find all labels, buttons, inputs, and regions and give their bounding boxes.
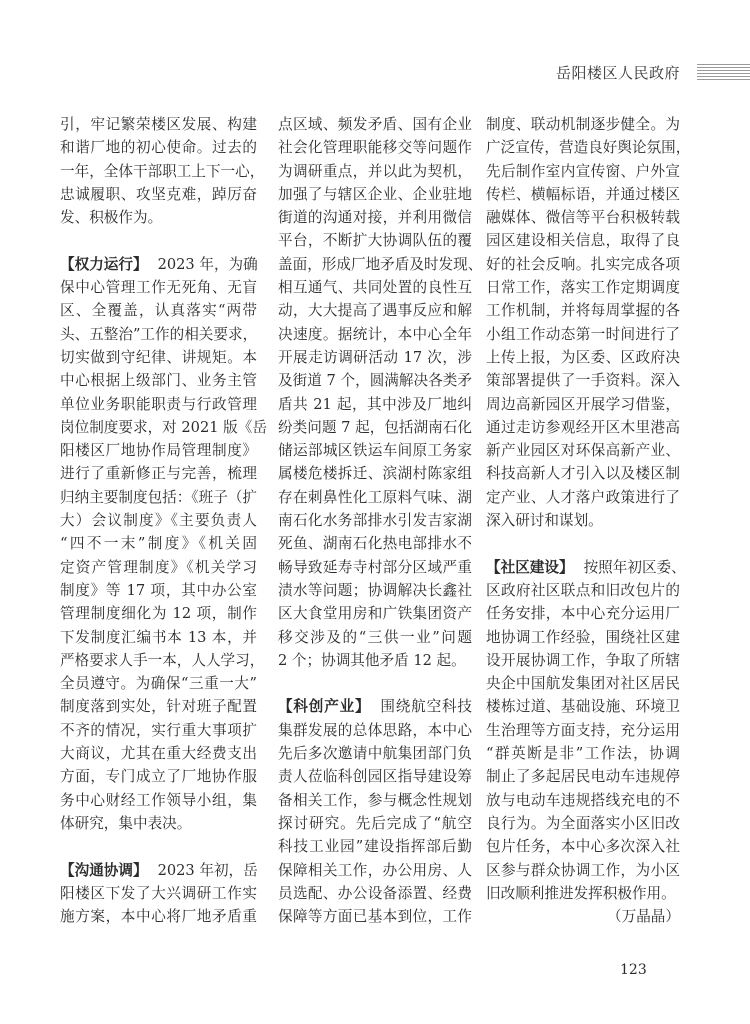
text-line bbox=[278, 509, 472, 532]
line-text: 点区域、频发矛盾、国有企业 bbox=[278, 116, 472, 133]
text-line bbox=[278, 742, 472, 765]
text-line bbox=[486, 789, 680, 812]
line-text: 和谐厂地的初心使命。过去的 bbox=[60, 139, 257, 157]
line-text: 楼栋过道、基础设施、环境卫 bbox=[486, 698, 680, 716]
text-line bbox=[486, 695, 680, 718]
text-line bbox=[60, 882, 257, 905]
line-text: 储运部城区铁运车间原工务家 bbox=[278, 442, 472, 460]
line-text: 纷类问题 7 起，包括湖南石化 bbox=[278, 418, 472, 436]
text-line bbox=[60, 136, 257, 159]
line-text: 按照年初区委、 bbox=[583, 558, 686, 576]
section-heading: 【权力运行】 bbox=[60, 255, 148, 273]
line-text: 盖面，形成厂地矛盾及时发现、 bbox=[278, 255, 483, 273]
line-text: 单位业务职能职责与行政管理 bbox=[60, 395, 257, 413]
section-heading: 【沟通协调】 bbox=[60, 861, 148, 879]
paragraph-gap bbox=[486, 532, 680, 555]
line-text: 决速度。据统计，本中心全年 bbox=[278, 325, 472, 343]
line-text: 归纳主要制度包括：《班子（扩 bbox=[60, 488, 258, 506]
section-heading: 【社区建设】 bbox=[486, 558, 574, 576]
text-line bbox=[278, 369, 472, 392]
line-text: 忠诚履职、攻坚克难，踔厉奋 bbox=[60, 185, 257, 203]
text-column-2 bbox=[278, 113, 483, 928]
text-line bbox=[60, 765, 257, 788]
text-line bbox=[278, 859, 472, 882]
line-text: 引，牢记繁荣楼区发展、构建 bbox=[60, 116, 257, 133]
text-line bbox=[278, 113, 472, 136]
text-line bbox=[278, 136, 472, 159]
line-text: 南石化水务部排水引发吉家湖 bbox=[278, 512, 472, 530]
text-line bbox=[486, 672, 680, 695]
paragraph-gap bbox=[278, 672, 472, 695]
line-text: 社会化管理职能移交等问题作 bbox=[278, 139, 472, 157]
text-line bbox=[278, 276, 472, 299]
text-line bbox=[278, 626, 472, 649]
line-text: 全员遵守。为确保“三重一大” bbox=[60, 675, 257, 693]
text-line bbox=[486, 556, 686, 579]
text-line bbox=[278, 602, 472, 625]
line-text: 阳楼区厂地协作局管理制度》 bbox=[60, 442, 257, 460]
text-line bbox=[486, 835, 680, 858]
line-text: 上传上报，为区委、区政府决 bbox=[486, 348, 680, 366]
text-line bbox=[278, 556, 472, 579]
line-text: 渍水等问题；协调解决长鑫社 bbox=[278, 581, 472, 599]
text-line bbox=[60, 509, 257, 532]
line-text: 施方案，本中心将厂地矛盾重 bbox=[60, 908, 257, 926]
line-text: 放与电动车违规搭线充电的不 bbox=[486, 791, 680, 809]
text-line bbox=[278, 835, 472, 858]
line-text: 区政府社区联点和旧改包片的 bbox=[486, 581, 680, 599]
line-text: 大）会议制度》《主要负责人 bbox=[60, 512, 257, 530]
line-text: 责人莅临科创园区指导建设筹 bbox=[278, 768, 472, 786]
line-text: 2023 年初，岳 bbox=[157, 861, 258, 879]
text-line bbox=[278, 532, 472, 555]
text-line bbox=[278, 393, 472, 416]
text-line bbox=[60, 486, 257, 509]
text-line bbox=[486, 416, 680, 439]
line-text: 制度》等 17 项，其中办公室 bbox=[60, 581, 257, 599]
text-line bbox=[486, 113, 680, 136]
line-text: 制度、联动机制逐步健全。为 bbox=[486, 116, 680, 133]
line-text: 通过走访参观经开区木里港高 bbox=[486, 418, 680, 436]
line-text: 一年，全体干部职工上下一心， bbox=[60, 162, 265, 180]
text-line bbox=[278, 695, 472, 718]
text-line bbox=[60, 672, 257, 695]
line-text: 2 个；协调其他矛盾 12 起。 bbox=[278, 651, 466, 669]
text-line bbox=[486, 486, 680, 509]
line-text: 集群发展的总体思路，本中心 bbox=[278, 721, 472, 739]
text-line bbox=[486, 369, 680, 392]
text-line bbox=[486, 439, 680, 462]
line-text: 保障等方面已基本到位，工作 bbox=[278, 908, 472, 926]
line-text: 广泛宣传，营造良好舆论氛围， bbox=[486, 139, 691, 157]
line-text: 员选配、办公设备添置、经费 bbox=[278, 884, 472, 902]
text-line bbox=[486, 765, 680, 788]
line-text: 园区建设相关信息，取得了良 bbox=[486, 232, 680, 250]
line-text: 地协调工作经验，围绕社区建 bbox=[486, 628, 680, 646]
line-text: 区大食堂用房和广铁集团资产 bbox=[278, 605, 472, 623]
line-text: 进行了重新修正与完善，梳理 bbox=[60, 465, 257, 483]
line-text: 中心根据上级部门、业务主管 bbox=[60, 372, 257, 390]
line-text: 深入研讨和谋划。 bbox=[486, 512, 603, 530]
text-line bbox=[278, 579, 472, 602]
text-line bbox=[486, 229, 680, 252]
text-line bbox=[486, 160, 680, 183]
section-heading: 【科创产业】 bbox=[278, 698, 371, 716]
text-line bbox=[278, 905, 472, 928]
text-line bbox=[278, 346, 472, 369]
line-text: 好的社会反响。扎实完成各项 bbox=[486, 255, 680, 273]
line-text: 体研究，集中表决。 bbox=[60, 814, 192, 832]
line-text: 发、积极作为。 bbox=[60, 209, 163, 227]
text-line bbox=[486, 299, 680, 322]
text-line bbox=[486, 579, 680, 602]
text-line bbox=[60, 183, 257, 206]
text-column-3 bbox=[486, 113, 691, 928]
line-text: 科技高新人才引入以及楼区制 bbox=[486, 465, 680, 483]
text-line bbox=[486, 509, 680, 532]
text-line bbox=[60, 160, 265, 183]
line-text: 策部署提供了一手资料。深入 bbox=[486, 372, 680, 390]
text-line bbox=[60, 439, 257, 462]
text-line bbox=[278, 229, 472, 252]
line-text: 切实做到守纪律、讲规矩。本 bbox=[60, 348, 257, 366]
line-text: 先后制作室内宣传窗、户外宣 bbox=[486, 162, 680, 180]
line-text: 小组工作动态第一时间进行了 bbox=[486, 325, 680, 343]
line-text: 旧改顺利推进发挥积极作用。 bbox=[486, 884, 676, 902]
line-text: 加强了与辖区企业、企业驻地 bbox=[278, 185, 472, 203]
line-text: 为调研重点，并以此为契机， bbox=[278, 162, 472, 180]
text-line bbox=[60, 393, 257, 416]
line-text: 央企中国航发集团对社区居民 bbox=[486, 675, 680, 693]
text-line bbox=[60, 346, 257, 369]
line-text: 设开展协调工作，争取了所辖 bbox=[486, 651, 680, 669]
line-text: 定产业、人才落户政策进行了 bbox=[486, 488, 680, 506]
line-text: 探讨研究。先后完成了“航空 bbox=[278, 814, 472, 832]
line-text: “四不一末”制度》《机关固 bbox=[60, 535, 257, 553]
line-text: 务中心财经工作领导小组，集 bbox=[60, 791, 257, 809]
text-line bbox=[60, 369, 257, 392]
text-line bbox=[278, 462, 472, 485]
line-text: 死鱼、湖南石化热电部排水不 bbox=[278, 535, 472, 553]
text-line bbox=[278, 416, 472, 439]
line-text: 围绕航空科技 bbox=[380, 698, 472, 716]
text-line bbox=[486, 276, 680, 299]
text-line bbox=[278, 299, 472, 322]
text-line bbox=[486, 136, 691, 159]
text-line bbox=[278, 486, 472, 509]
line-text: 岗位制度要求，对 2021 版《岳 bbox=[60, 418, 267, 436]
text-line bbox=[60, 905, 257, 928]
text-line bbox=[278, 439, 472, 462]
text-line bbox=[60, 649, 265, 672]
line-text: 属楼危楼拆迁、滨湖村陈家组 bbox=[278, 465, 472, 483]
text-line bbox=[486, 393, 680, 416]
header-decoration-lines bbox=[697, 64, 750, 82]
line-text: 管理制度细化为 12 项，制作 bbox=[60, 605, 257, 623]
line-text: 动，大大提高了遇事反应和解 bbox=[278, 302, 472, 320]
text-line bbox=[278, 719, 472, 742]
line-text: 不齐的情况，实行重大事项扩 bbox=[60, 721, 257, 739]
text-line bbox=[60, 299, 257, 322]
text-line bbox=[278, 649, 472, 672]
line-text: 新产业园区对环保高新产业、 bbox=[486, 442, 680, 460]
text-line bbox=[60, 276, 257, 299]
line-text: 日常工作，落实工作定期调度 bbox=[486, 279, 680, 297]
line-text: 周边高新园区开展学习借鉴， bbox=[486, 395, 680, 413]
line-text: 制止了多起居民电动车违规停 bbox=[486, 768, 680, 786]
paragraph-gap bbox=[60, 229, 257, 252]
text-line bbox=[486, 626, 680, 649]
text-line bbox=[60, 462, 257, 485]
line-text: “群英断是非”工作法，协调 bbox=[486, 745, 680, 763]
text-line bbox=[278, 183, 472, 206]
line-text: 移交涉及的“三供一业”问题 bbox=[278, 628, 472, 646]
text-line bbox=[486, 882, 680, 905]
text-line bbox=[60, 579, 257, 602]
line-text: 大商议，尤其在重大经费支出 bbox=[60, 745, 257, 763]
text-line bbox=[60, 719, 257, 742]
text-line bbox=[60, 323, 257, 346]
text-line bbox=[486, 602, 680, 625]
text-line bbox=[60, 789, 257, 812]
text-line bbox=[486, 253, 680, 276]
text-line bbox=[278, 206, 472, 229]
line-text: 保中心管理工作无死角、无盲 bbox=[60, 279, 257, 297]
page-number: 123 bbox=[620, 962, 647, 978]
line-text: 存在刺鼻性化工原料气味、湖 bbox=[278, 488, 472, 506]
line-text: 2023 年，为确 bbox=[157, 255, 258, 273]
running-header-title: 岳阳楼区人民政府 bbox=[556, 64, 681, 82]
line-text: 盾共 21 起，其中涉及厂地纠 bbox=[278, 395, 472, 413]
text-line bbox=[278, 765, 472, 788]
line-text: 制度落到实处，针对班子配置 bbox=[60, 698, 257, 716]
line-text: 包片任务，本中心多次深入社 bbox=[486, 838, 680, 856]
line-text: 保障相关工作，办公用房、人 bbox=[278, 861, 472, 879]
line-text: 区参与群众协调工作，为小区 bbox=[486, 861, 680, 879]
text-line bbox=[278, 882, 472, 905]
text-line bbox=[486, 812, 680, 835]
text-line bbox=[60, 113, 257, 136]
line-text: 区、全覆盖，认真落实“两带 bbox=[60, 302, 257, 320]
text-line bbox=[60, 416, 267, 439]
text-line bbox=[60, 859, 257, 882]
text-line bbox=[60, 556, 257, 579]
text-line bbox=[486, 462, 680, 485]
line-text: 阳楼区下发了大兴调研工作实 bbox=[60, 884, 257, 902]
line-text: 传栏、横幅标语，并通过楼区 bbox=[486, 185, 680, 203]
text-line bbox=[278, 253, 483, 276]
text-line bbox=[278, 812, 472, 835]
line-text: 街道的沟通对接，并利用微信 bbox=[278, 209, 472, 227]
line-text: 严格要求人手一本，人人学习， bbox=[60, 651, 265, 669]
text-column-1 bbox=[60, 113, 267, 928]
line-text: 方面，专门成立了厂地协作服 bbox=[60, 768, 257, 786]
paragraph-gap bbox=[60, 835, 257, 858]
line-text: 定资产管理制度》《机关学习 bbox=[60, 558, 257, 576]
line-text: 畅导致延寿寺村部分区域严重 bbox=[278, 558, 472, 576]
text-line bbox=[486, 323, 680, 346]
line-text: 下发制度汇编书本 13 本，并 bbox=[60, 628, 257, 646]
text-line bbox=[60, 206, 257, 229]
line-text: 融媒体、微信等平台积极转载 bbox=[486, 209, 680, 227]
line-text: 及街道 7 个，圆满解决各类矛 bbox=[278, 372, 472, 390]
text-line bbox=[60, 812, 257, 835]
line-text: 头、五整治”工作的相关要求， bbox=[60, 325, 258, 343]
author-credit: （万晶晶） bbox=[607, 908, 680, 926]
text-line bbox=[486, 719, 680, 742]
line-text: 任务安排，本中心充分运用厂 bbox=[486, 605, 680, 623]
text-line bbox=[486, 346, 680, 369]
line-text: 工作机制，并将每周掌握的各 bbox=[486, 302, 680, 320]
text-line bbox=[60, 742, 257, 765]
text-line bbox=[486, 859, 680, 882]
text-line bbox=[60, 626, 257, 649]
text-line bbox=[60, 602, 257, 625]
text-line bbox=[60, 695, 257, 718]
text-line bbox=[60, 532, 257, 555]
text-line bbox=[60, 253, 257, 276]
text-line bbox=[486, 742, 680, 765]
text-line bbox=[278, 160, 472, 183]
line-text: 生治理等方面支持，充分运用 bbox=[486, 721, 680, 739]
line-text: 相互通气、共同处置的良性互 bbox=[278, 279, 472, 297]
text-line bbox=[486, 183, 680, 206]
line-text: 科技工业园”建设指挥部后勤 bbox=[278, 838, 472, 856]
line-text: 平台，不断扩大协调队伍的覆 bbox=[278, 232, 472, 250]
text-line bbox=[486, 206, 680, 229]
text-line bbox=[278, 323, 472, 346]
text-line bbox=[486, 649, 680, 672]
text-line bbox=[278, 789, 472, 812]
line-text: 开展走访调研活动 17 次，涉 bbox=[278, 348, 472, 366]
line-text: 先后多次邀请中航集团部门负 bbox=[278, 745, 472, 763]
line-text: 备相关工作，参与概念性规划 bbox=[278, 791, 472, 809]
line-text: 良行为。为全面落实小区旧改 bbox=[486, 814, 680, 832]
